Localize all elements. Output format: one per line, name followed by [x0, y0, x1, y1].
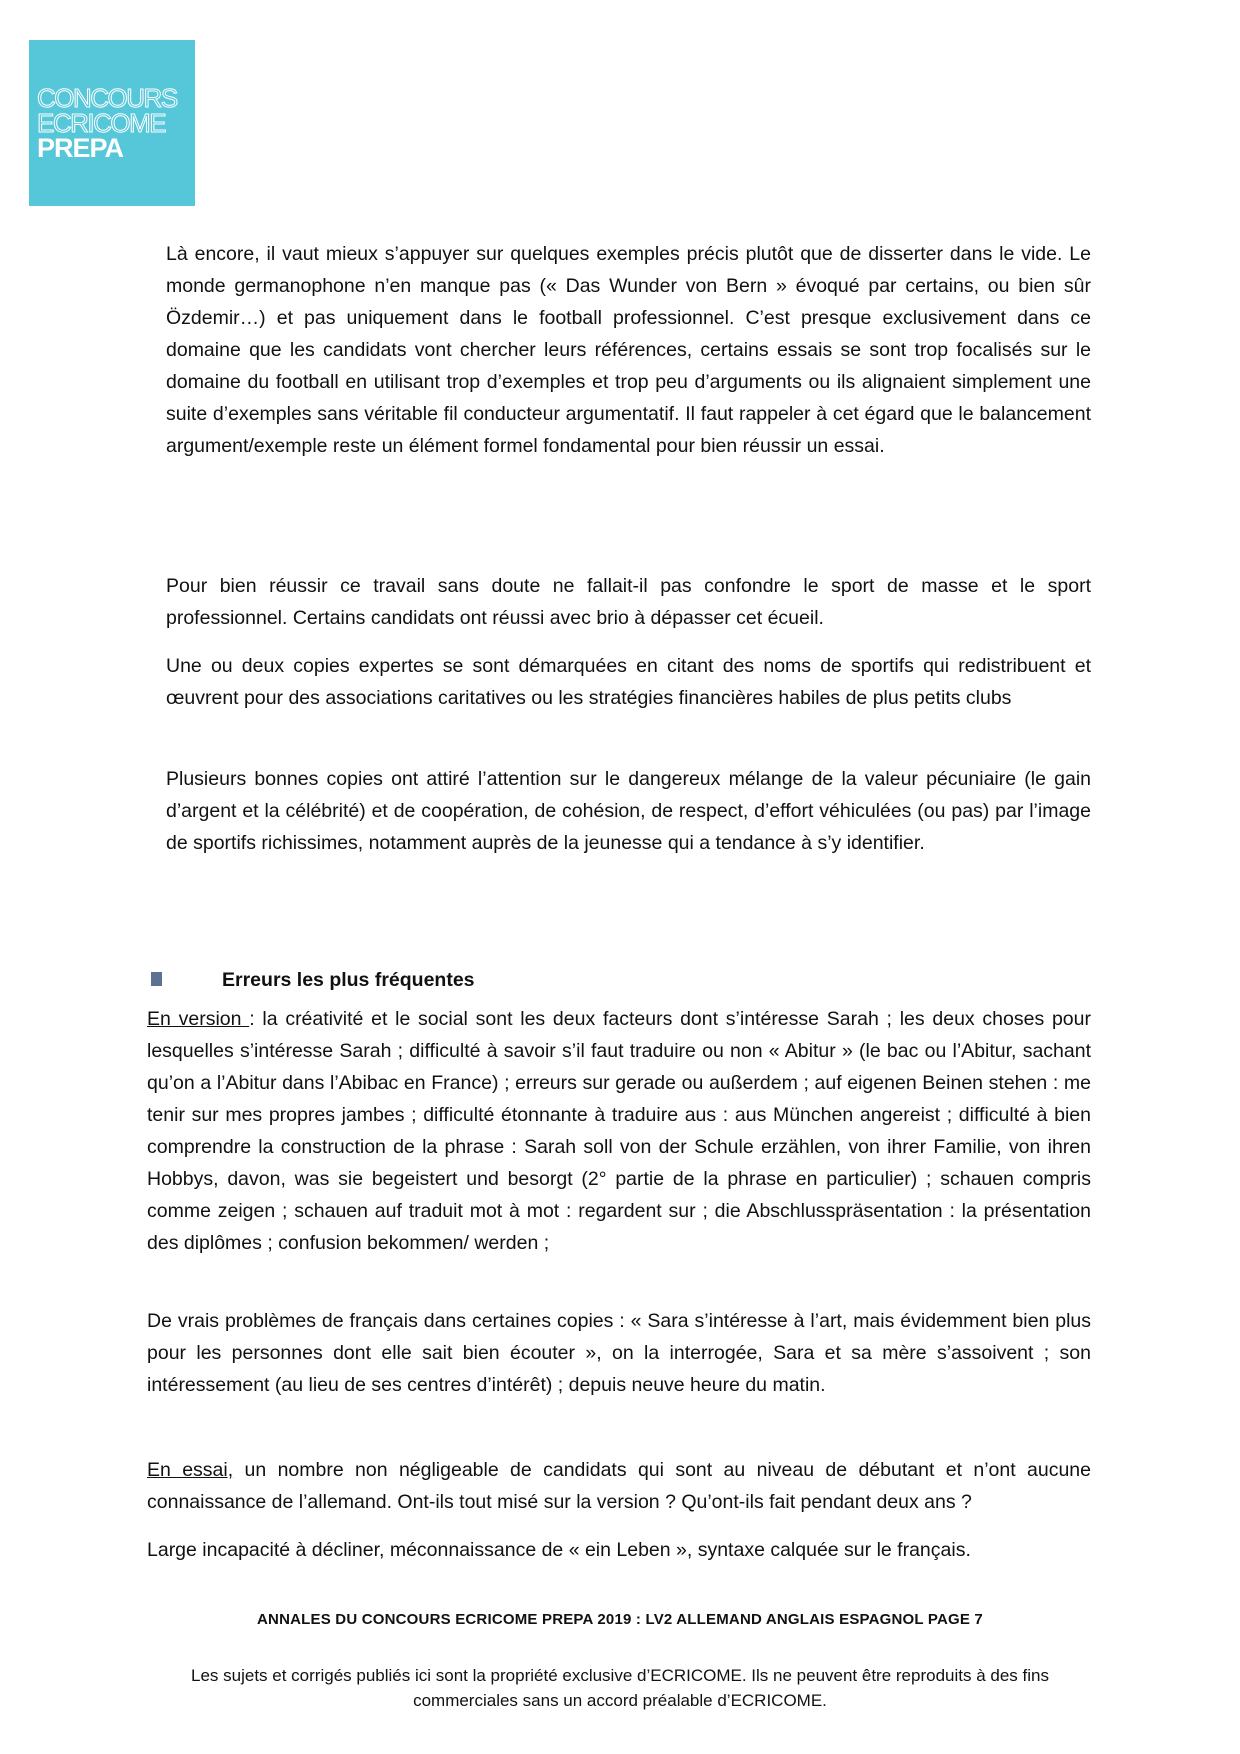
section-heading: Erreurs les plus fréquentes: [222, 969, 475, 991]
paragraph-copies-expertes: Une ou deux copies expertes se sont démarquées en citant des noms de sportifs qui redistribuent et œuvrent pour des associations caritatives ou les stratégies financières habiles de plus petits clubs: [166, 655, 1091, 709]
paragraph-version: [147, 1003, 1091, 1259]
footer-title: ANNALES DU CONCOURS ECRICOME PREPA 2019 : LV2 ALLEMAND ANGLAIS ESPAGNOL PAGE 7: [257, 1611, 983, 1628]
version-text: : la créativité et le social sont les deux facteurs dont s’intéresse Sarah ; les deux choses pour lesquelles s’intéresse Sarah ; difficulté à savoir s’il faut traduire ou non « Abitur » (le bac ou l’Abitur, sachant qu’on a l’Abitur dans l’Abibac en France) ; erreurs sur gerade ou außerdem ; auf eigenen Beinen stehen : me tenir sur mes propres jambes ; difficulté étonnante à traduire aus : aus München angereist ; difficulté à bien comprendre la construction de la phrase : Sarah soll von der Schule erzählen, von ihrer Familie, von ihren Hobbys, davon, was sie begeistert und besorgt (2° partie de la phrase en particulier) ; schauen compris comme zeigen ; schauen auf traduit mot à mot : regardent sur ; die Abschlusspräsentation : la présentation des diplômes ; confusion bekommen/ werden ;: [147, 1008, 1091, 1254]
ecricome-logo: [29, 40, 195, 206]
version-label: En version: [147, 1008, 250, 1030]
paragraph-francais: De vrais problèmes de français dans certaines copies : « Sara s’intéresse à l’art, mais évidemment bien plus pour les personnes dont elle sait bien écouter », on la interrogée, Sara et sa mère s’assoivent ; son intéressement (au lieu de ses centres d’intérêt) ; depuis neuve heure du matin.: [147, 1310, 1091, 1396]
essai-text: un nombre non négligeable de candidats qui sont au niveau de débutant et n’ont aucune connaissance de l’allemand. Ont-ils tout misé sur la version ? Qu’ont-ils fait pendant deux ans ?: [147, 1459, 1091, 1513]
paragraph-sport-masse: Pour bien réussir ce travail sans doute ne fallait-il pas confondre le sport de masse et le sport professionnel. Certains candidats ont réussi avec brio à dépasser cet écueil.: [166, 575, 1091, 629]
essai-label: En essai,: [147, 1459, 234, 1481]
logo-line-prepa: PREPA: [37, 133, 124, 163]
logo-line-concours: CONCOURS: [37, 83, 177, 113]
paragraph-bonnes-copies: Plusieurs bonnes copies ont attiré l’attention sur le dangereux mélange de la valeur pécuniaire (le gain d’argent et la célébrité) et de coopération, de cohésion, de respect, d’effort véhiculées (ou pas) par l’image de sportifs richissimes, notamment auprès de la jeunesse qui a tendance à s’y identifier.: [166, 768, 1091, 854]
footer-note: Les sujets et corrigés publiés ici sont la propriété exclusive d’ECRICOME. Ils ne peuvent être reproduits à des fins commerciales sans un accord préalable d’ECRICOME.: [191, 1666, 1049, 1710]
paragraph-declinaison: Large incapacité à décliner, méconnaissance de « ein Leben », syntaxe calquée sur le français.: [147, 1539, 971, 1561]
paragraph-examples: Là encore, il vaut mieux s’appuyer sur quelques exemples précis plutôt que de disserter dans le vide. Le monde germanophone n’en manque pas (« Das Wunder von Bern » évoqué par certains, ou bien sûr Özdemir…) et pas uniquement dans le football professionnel. C’est presque exclusivement dans ce domaine que les candidats vont chercher leurs références, certains essais se sont trop focalisés sur le domaine du football en utilisant trop d’exemples et trop peu d’arguments ou ils alignaient simplement une suite d’exemples sans véritable fil conducteur argumentatif. Il faut rappeler à cet égard que le balancement argument/exemple reste un élément formel fondamental pour bien réussir un essai.: [166, 243, 1091, 457]
section-bullet-icon: [151, 972, 162, 986]
logo-line-ecricome: ECRICOME: [37, 108, 166, 138]
paragraph-essai: [147, 1454, 1091, 1518]
